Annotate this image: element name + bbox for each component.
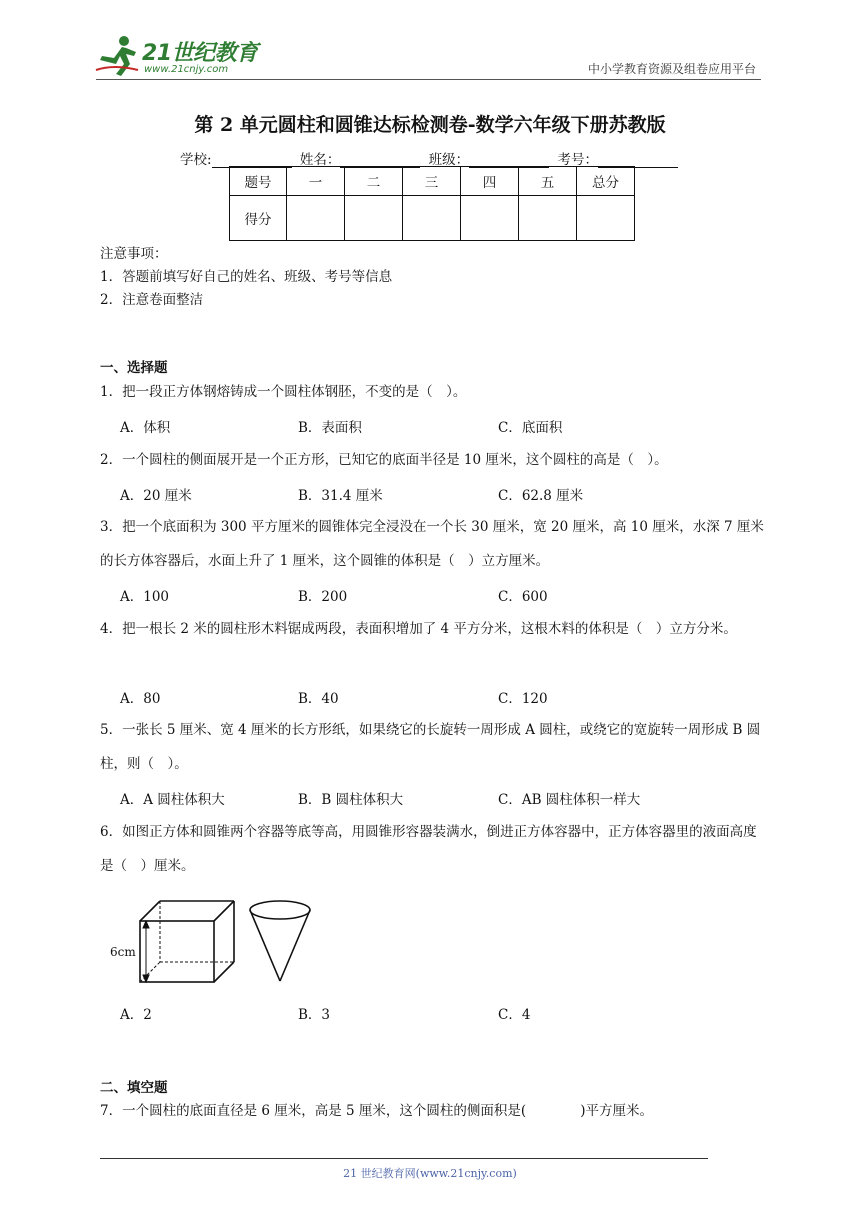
number-label: 考号： xyxy=(557,152,598,168)
class-label: 班级： xyxy=(428,152,470,168)
score-row-label: 得分 xyxy=(230,196,287,241)
score-cell[interactable] xyxy=(403,196,461,241)
name-label: 姓名： xyxy=(299,152,341,168)
notes-heading: 注意事项： xyxy=(100,246,168,262)
option-a[interactable]: A．80 xyxy=(120,691,161,707)
question-3: 3．把一个底面积为 300 平方厘米的圆锥体完全浸没在一个长 30 厘米，宽 20 厘米，高 10 厘米，水深 7 厘米的长方体容器后，水面上升了 1 厘米，这个圆锥的体积是（ ）立方厘米。 xyxy=(100,519,764,569)
question-1: 1．把一段正方体钢熔铸成一个圆柱体钢胚，不变的是（ ）。 xyxy=(100,384,467,400)
option-c[interactable]: C．AB 圆柱体积一样大 xyxy=(498,792,641,808)
question-2: 2．一个圆柱的侧面展开是一个正方形，已知它的底面半径是 10 厘米，这个圆柱的高是（ ）。 xyxy=(100,452,668,468)
option-b[interactable]: B．B 圆柱体积大 xyxy=(298,792,404,808)
score-header-cell: 四 xyxy=(461,167,519,196)
option-c[interactable]: C．600 xyxy=(498,589,548,605)
section-title: 二、填空题 xyxy=(100,1080,168,1096)
height-dimension-arrow xyxy=(143,921,149,982)
logo-text: 21世纪教育 xyxy=(142,41,258,66)
score-cell[interactable] xyxy=(577,196,635,241)
score-table-header-row xyxy=(230,167,635,196)
score-header-cell: 三 xyxy=(403,167,461,196)
score-header-cell: 五 xyxy=(519,167,577,196)
height-label: 6cm xyxy=(110,945,136,959)
runner-logo-icon xyxy=(94,34,142,78)
cube-drawing xyxy=(140,901,234,982)
score-table xyxy=(229,166,635,241)
school-label: 学校: xyxy=(180,152,212,168)
question-5: 5．一张长 5 厘米、宽 4 厘米的长方形纸，如果绕它的长旋转一周形成 A 圆柱，或绕它的宽旋转一周形成 B 圆柱，则（ ）。 xyxy=(100,722,761,772)
score-cell[interactable] xyxy=(345,196,403,241)
score-header-cell: 一 xyxy=(287,167,345,196)
platform-name: 中小学教育资源及组卷应用平台 xyxy=(587,62,756,76)
score-cell[interactable] xyxy=(461,196,519,241)
option-c[interactable]: C．底面积 xyxy=(498,420,563,436)
option-a[interactable]: A．20 厘米 xyxy=(120,488,192,504)
option-a[interactable]: A．100 xyxy=(120,589,170,605)
footer-text[interactable]: 21 世纪教育网(www.21cnjy.com) xyxy=(343,1167,517,1180)
option-b[interactable]: B．31.4 厘米 xyxy=(298,488,383,504)
note-item: 2．注意卷面整洁 xyxy=(100,292,204,308)
header-divider xyxy=(96,79,761,80)
question-6: 6．如图正方体和圆锥两个容器等底等高，用圆锥形容器装满水，倒进正方体容器中，正方体容器里的液面高度是（ ）厘米。 xyxy=(100,824,757,874)
notes xyxy=(100,243,392,312)
option-b[interactable]: B．200 xyxy=(298,589,348,605)
option-c[interactable]: C．120 xyxy=(498,691,548,707)
question-7: 7．一个圆柱的底面直径是 6 厘米，高是 5 厘米，这个圆柱的侧面积是( )平方厘米。 xyxy=(100,1103,653,1119)
option-c[interactable]: C．62.8 厘米 xyxy=(498,488,584,504)
section-title: 一、选择题 xyxy=(100,360,168,376)
note-item: 1．答题前填写好自己的姓名、班级、考号等信息 xyxy=(100,269,393,285)
score-table-score-row xyxy=(230,196,635,241)
option-b[interactable]: B．表面积 xyxy=(298,420,362,436)
site-logo xyxy=(94,34,264,78)
score-header-cell: 二 xyxy=(345,167,403,196)
option-c[interactable]: C．4 xyxy=(498,1007,531,1023)
score-header-cell: 题号 xyxy=(230,167,287,196)
question-4: 4．把一根长 2 米的圆柱形木料锯成两段，表面积增加了 4 平方分米，这根木料的体积是（ ）立方分米。 xyxy=(100,621,737,637)
option-b[interactable]: B．3 xyxy=(298,1007,331,1023)
footer-divider xyxy=(100,1158,708,1159)
score-header-cell: 总分 xyxy=(577,167,635,196)
option-a[interactable]: A．2 xyxy=(120,1007,152,1023)
option-a[interactable]: A．A 圆柱体积大 xyxy=(120,792,225,808)
page-title: 第 2 单元圆柱和圆锥达标检测卷-数学六年级下册苏教版 xyxy=(194,114,666,136)
student-info-line xyxy=(180,148,680,168)
score-cell[interactable] xyxy=(519,196,577,241)
score-cell[interactable] xyxy=(287,196,345,241)
option-a[interactable]: A．体积 xyxy=(120,420,171,436)
cone-drawing xyxy=(250,901,310,981)
logo-url: www.21cnjy.com xyxy=(144,64,229,75)
cube-cone-figure xyxy=(108,895,318,990)
option-b[interactable]: B．40 xyxy=(298,691,339,707)
